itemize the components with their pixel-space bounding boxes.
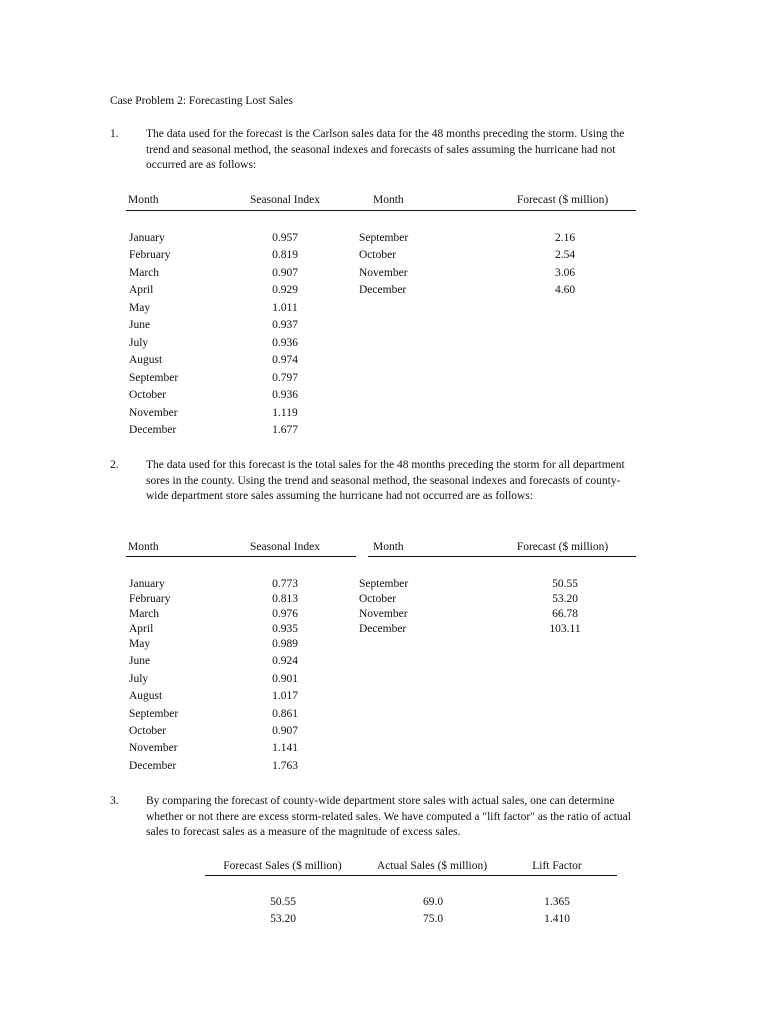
table-cell-month: October bbox=[359, 593, 397, 605]
table-cell-index: 1.763 bbox=[272, 760, 298, 772]
table-cell-lift-factor: 1.365 bbox=[544, 896, 570, 908]
column-header-seasonal-index: Seasonal Index bbox=[250, 194, 320, 206]
table-cell-month: October bbox=[359, 249, 397, 261]
table-cell-month: January bbox=[129, 232, 165, 244]
table-cell-month: March bbox=[129, 267, 160, 279]
table-cell-forecast: 3.06 bbox=[554, 267, 576, 279]
problem-3 bbox=[110, 794, 640, 841]
header-rule bbox=[368, 556, 636, 557]
table-cell-month: April bbox=[129, 623, 154, 635]
column-header-forecast-sales: Forecast Sales ($ million) bbox=[223, 860, 342, 872]
table-cell-actual-sales: 69.0 bbox=[422, 896, 444, 908]
column-header-seasonal-index: Seasonal Index bbox=[250, 541, 320, 553]
table-cell-index: 0.907 bbox=[272, 267, 298, 279]
column-header-actual-sales: Actual Sales ($ million) bbox=[376, 860, 488, 872]
table-cell-month: August bbox=[129, 354, 163, 366]
table-cell-month: September bbox=[359, 578, 409, 590]
table-cell-month: November bbox=[359, 608, 408, 620]
problem-text: The data used for this forecast is the total sales for the 48 months preceding the storm for all department sores in the county. Using the trend and seasonal method, the seasonal indexes and forecasts of county-wide department store sales assuming the hurricane had not occurred are as follows: bbox=[146, 459, 625, 503]
column-header-month: Month bbox=[128, 194, 159, 206]
table-cell-month: June bbox=[129, 319, 151, 331]
table-cell-index: 1.017 bbox=[272, 690, 298, 702]
table-cell-index: 0.797 bbox=[272, 372, 298, 384]
table-cell-forecast: 4.60 bbox=[554, 284, 576, 296]
table-cell-month: September bbox=[359, 232, 409, 244]
table-cell-forecast: 53.20 bbox=[552, 593, 578, 605]
table-cell-forecast: 2.16 bbox=[554, 232, 576, 244]
table-cell-index: 0.976 bbox=[272, 608, 298, 620]
table-cell-index: 0.989 bbox=[272, 638, 298, 650]
header-rule bbox=[126, 556, 356, 557]
problem-number: 3. bbox=[110, 795, 119, 807]
table-cell-month: July bbox=[129, 673, 149, 685]
table-cell-index: 0.819 bbox=[272, 249, 298, 261]
table-cell-index: 0.974 bbox=[272, 354, 298, 366]
table-cell-index: 1.119 bbox=[272, 407, 298, 419]
table-cell-month: February bbox=[129, 249, 171, 261]
table-cell-forecast: 66.78 bbox=[552, 608, 578, 620]
table-cell-month: May bbox=[129, 302, 151, 314]
table-cell-forecast: 103.11 bbox=[549, 623, 581, 635]
table-cell-month: December bbox=[129, 760, 177, 772]
table-cell-forecast-sales: 50.55 bbox=[270, 896, 296, 908]
table-cell-month: September bbox=[129, 708, 179, 720]
problem-number: 2. bbox=[110, 459, 119, 471]
table-cell-month: November bbox=[359, 267, 408, 279]
table-cell-month: December bbox=[359, 284, 407, 296]
problem-2 bbox=[110, 458, 640, 505]
table-cell-forecast: 2.54 bbox=[554, 249, 576, 261]
table-cell-index: 0.957 bbox=[272, 232, 298, 244]
header-rule bbox=[126, 210, 636, 211]
table-cell-month: March bbox=[129, 608, 160, 620]
table-cell-month: May bbox=[129, 638, 151, 650]
table-cell-month: January bbox=[129, 578, 165, 590]
table-cell-index: 1.011 bbox=[272, 302, 298, 314]
table-cell-month: October bbox=[129, 725, 167, 737]
table-cell-index: 0.861 bbox=[272, 708, 298, 720]
table-cell-forecast: 50.55 bbox=[552, 578, 578, 590]
table-cell-index: 0.936 bbox=[272, 337, 298, 349]
problem-text: By comparing the forecast of county-wide department store sales with actual sales, one can determine whether or not there are excess storm-related sales. We have computed a "lift factor" as the ratio of actual sales to forecast sales as a measure of the magnitude of excess sales. bbox=[146, 795, 631, 839]
table-cell-month: June bbox=[129, 655, 151, 667]
column-header-month: Month bbox=[373, 194, 404, 206]
page-title: Case Problem 2: Forecasting Lost Sales bbox=[110, 95, 294, 107]
table-cell-index: 1.677 bbox=[272, 424, 298, 436]
problem-text: The data used for the forecast is the Carlson sales data for the 48 months preceding the storm. Using the trend and seasonal method, the seasonal indexes and forecasts of sales assuming the hurricane had not occurred are as follows: bbox=[146, 128, 625, 172]
table-cell-index: 0.935 bbox=[272, 623, 298, 635]
table-cell-forecast-sales: 53.20 bbox=[270, 913, 296, 925]
table-cell-month: February bbox=[129, 593, 171, 605]
table-cell-index: 0.929 bbox=[272, 284, 298, 296]
table-cell-index: 0.813 bbox=[272, 593, 298, 605]
column-header-month: Month bbox=[373, 541, 404, 553]
table-cell-index: 0.937 bbox=[272, 319, 298, 331]
table-cell-month: November bbox=[129, 407, 178, 419]
column-header-forecast: Forecast ($ million) bbox=[516, 541, 609, 553]
table-cell-index: 0.907 bbox=[272, 725, 298, 737]
table-cell-index: 1.141 bbox=[272, 742, 298, 754]
column-header-month: Month bbox=[128, 541, 159, 553]
table-cell-index: 0.936 bbox=[272, 389, 298, 401]
table-cell-month: April bbox=[129, 284, 154, 296]
table-cell-month: July bbox=[129, 337, 149, 349]
table-cell-index: 0.773 bbox=[272, 578, 298, 590]
column-header-lift-factor: Lift Factor bbox=[532, 860, 582, 872]
table-cell-month: August bbox=[129, 690, 163, 702]
table-cell-month: October bbox=[129, 389, 167, 401]
table-cell-month: November bbox=[129, 742, 178, 754]
table-cell-month: September bbox=[129, 372, 179, 384]
table-cell-lift-factor: 1.410 bbox=[544, 913, 570, 925]
column-header-forecast: Forecast ($ million) bbox=[516, 194, 609, 206]
header-rule bbox=[205, 875, 617, 876]
table-cell-month: December bbox=[129, 424, 177, 436]
table-cell-index: 0.901 bbox=[272, 673, 298, 685]
problem-number: 1. bbox=[110, 128, 119, 140]
table-cell-index: 0.924 bbox=[272, 655, 298, 667]
table-cell-actual-sales: 75.0 bbox=[422, 913, 444, 925]
problem-1 bbox=[110, 127, 640, 174]
table-cell-month: December bbox=[359, 623, 407, 635]
